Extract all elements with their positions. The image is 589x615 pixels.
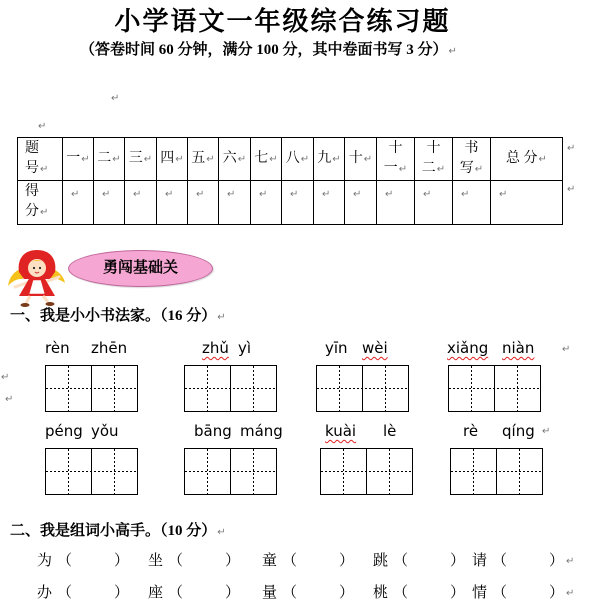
- bracket-close: ）: [225, 585, 241, 601]
- paragraph-mark: ↵: [175, 153, 184, 165]
- tianzige-guide-vertical: [207, 449, 208, 494]
- pinyin-syllable: kuài: [325, 422, 357, 440]
- bracket-close: ）: [549, 585, 565, 601]
- paragraph-mark: ↵: [461, 189, 470, 200]
- page-title: 小学语文一年级综合练习题: [114, 7, 451, 36]
- header-cell-text: 八: [285, 150, 300, 166]
- header-cell-text: 二: [421, 160, 436, 176]
- score-cell-11: [377, 181, 415, 225]
- score-cell-7: [251, 181, 282, 225]
- pinyin-syllable: xiǎng: [447, 339, 489, 357]
- word-char: 座: [148, 585, 164, 601]
- row-label-line: [25, 159, 62, 180]
- tianzige-guide-vertical: [68, 366, 69, 411]
- paragraph-mark: ↵: [5, 394, 14, 405]
- tianzige-guide-horizontal: [185, 388, 276, 389]
- header-cell-10: [345, 138, 377, 181]
- tianzige-guide-horizontal: [46, 388, 137, 389]
- header-cell-text: 三: [128, 150, 143, 166]
- bracket-open: （: [282, 585, 298, 601]
- header-cell-text: 六: [222, 150, 237, 166]
- pinyin-syllable: lè: [383, 422, 397, 440]
- paragraph-mark: ↵: [81, 153, 90, 165]
- word-char: 为: [37, 553, 53, 569]
- paragraph-mark: ↵: [111, 93, 120, 104]
- banner-label: 勇闯基础关: [102, 260, 178, 276]
- paragraph-mark: ↵: [499, 189, 508, 200]
- word-char: 请: [472, 553, 488, 569]
- paragraph-mark: ↵: [448, 46, 457, 57]
- header-cell-2: [94, 138, 125, 181]
- score-cell-6: [219, 181, 251, 225]
- pinyin-syllable: zhǔ: [202, 339, 229, 357]
- paragraph-mark: ↵: [436, 163, 446, 175]
- header-cell-9: [314, 138, 345, 181]
- pinyin-syllable: yīn: [325, 339, 348, 357]
- header-cell-1: [63, 138, 94, 181]
- score-cell-total: [491, 181, 563, 225]
- header-cell-handwriting: [453, 138, 491, 181]
- word-blank-group: [373, 551, 473, 571]
- banner-ellipse: [68, 250, 213, 287]
- paragraph-mark: ↵: [1, 372, 10, 383]
- paragraph-mark: ↵: [423, 189, 432, 200]
- header-cell-7: [251, 138, 282, 181]
- word-blank-group: [148, 551, 248, 571]
- paragraph-mark: ↵: [133, 189, 142, 200]
- score-table: [17, 137, 563, 225]
- header-cell-3: [125, 138, 157, 181]
- pinyin-syllable: bāng: [194, 422, 232, 440]
- score-cell-1: [63, 181, 94, 225]
- header-cell-text: 九: [317, 150, 332, 166]
- paragraph-mark: ↵: [206, 153, 215, 165]
- word-blank-group: [37, 551, 137, 571]
- tianzige-guide-vertical: [114, 449, 115, 494]
- exam-info-line: [80, 40, 457, 62]
- paragraph-mark: ↵: [385, 189, 394, 200]
- word-blank-group: [262, 583, 362, 603]
- bracket-close: ）: [450, 553, 466, 569]
- tianzige-pair: [316, 365, 409, 412]
- pinyin-syllable: máng: [240, 422, 283, 440]
- bracket-open: （: [57, 553, 73, 569]
- header-cell-text: 十: [348, 150, 363, 166]
- score-cell-5: [188, 181, 219, 225]
- tianzige-pair: [45, 365, 138, 412]
- pinyin-syllable: yǒu: [91, 422, 119, 440]
- header-cell-text: 写: [459, 160, 474, 176]
- section2-heading: [10, 521, 226, 543]
- score-table-header-row: [18, 138, 563, 181]
- paragraph-mark: ↵: [40, 207, 49, 218]
- pinyin-syllable: yì: [238, 339, 252, 357]
- bracket-close: ）: [114, 585, 130, 601]
- pinyin-syllable: niàn: [502, 339, 535, 357]
- score-cell-9: [314, 181, 345, 225]
- word-char: 跳: [373, 553, 389, 569]
- tianzige-guide-vertical: [114, 366, 115, 411]
- score-cell-8: [282, 181, 314, 225]
- header-cell-text: 五: [191, 150, 206, 166]
- bracket-open: （: [168, 585, 184, 601]
- paragraph-mark: ↵: [353, 189, 362, 200]
- cartoon-girl-illustration: [6, 248, 68, 308]
- row-label-text: 号: [25, 160, 39, 176]
- header-cell-line: 书: [464, 140, 479, 156]
- row-end-mark: ↵: [567, 143, 576, 154]
- tianzige-guide-vertical: [385, 366, 386, 411]
- paragraph-mark: ↵: [474, 163, 484, 175]
- bracket-close: ）: [450, 585, 466, 601]
- score-cell-handwriting: [453, 181, 491, 225]
- paragraph-mark: ↵: [566, 556, 575, 567]
- paragraph-mark: ↵: [259, 189, 268, 200]
- word-char: 量: [262, 585, 278, 601]
- tianzige-pair: [45, 448, 138, 495]
- tianzige-guide-vertical: [343, 449, 344, 494]
- word-blank-group: [373, 583, 473, 603]
- header-cell-4: [157, 138, 188, 181]
- tianzige-pair: [184, 448, 277, 495]
- bracket-open: （: [168, 553, 184, 569]
- paragraph-mark: ↵: [398, 163, 408, 175]
- tianzige-guide-horizontal: [46, 471, 137, 472]
- tianzige-guide-vertical: [473, 449, 474, 494]
- paragraph-mark: ↵: [217, 312, 226, 323]
- paragraph-mark: ↵: [217, 527, 226, 538]
- tianzige-guide-horizontal: [449, 388, 540, 389]
- word-char: 办: [37, 585, 53, 601]
- paragraph-mark: ↵: [112, 153, 121, 165]
- header-cell-line: 十: [426, 140, 441, 156]
- section1-heading-text: 一、我是小小书法家。（16 分）: [10, 308, 217, 324]
- bracket-open: （: [393, 585, 409, 601]
- row-label-text: 分: [25, 204, 39, 219]
- paragraph-mark: ↵: [562, 344, 571, 355]
- paragraph-mark: ↵: [300, 153, 310, 165]
- tianzige-guide-vertical: [207, 366, 208, 411]
- pinyin-syllable: rè: [463, 422, 479, 440]
- word-blank-group: [148, 583, 248, 603]
- paragraph-mark: ↵: [40, 163, 49, 175]
- paragraph-mark: ↵: [227, 189, 236, 200]
- score-table-score-row: [18, 181, 563, 225]
- tianzige-guide-vertical: [517, 366, 518, 411]
- pinyin-syllable: wèi: [362, 339, 388, 357]
- bracket-close: ）: [339, 553, 355, 569]
- word-blank-group: [472, 551, 575, 571]
- tianzige-guide-vertical: [471, 366, 472, 411]
- word-char: 童: [262, 553, 278, 569]
- tianzige-guide-vertical: [339, 366, 340, 411]
- pinyin-syllable: péng: [45, 422, 83, 440]
- paragraph-mark: ↵: [290, 189, 299, 200]
- row-end-mark: ↵: [567, 184, 576, 195]
- header-cell-5: [188, 138, 219, 181]
- tianzige-guide-vertical: [389, 449, 390, 494]
- paragraph-mark: ↵: [102, 189, 111, 200]
- score-cell-12: [415, 181, 453, 225]
- header-cell-line: [377, 159, 414, 180]
- header-cell-11: [377, 138, 415, 181]
- tianzige-guide-horizontal: [317, 388, 408, 389]
- word-blank-group: [37, 583, 137, 603]
- header-cell-line: [453, 159, 490, 180]
- row-label-question-number: [18, 138, 63, 181]
- score-cell-3: [125, 181, 157, 225]
- header-cell-12: [415, 138, 453, 181]
- bracket-close: ）: [339, 585, 355, 601]
- word-blank-group: [262, 551, 362, 571]
- row-label-score: [18, 181, 63, 225]
- word-char: 情: [472, 585, 488, 601]
- tianzige-guide-horizontal: [321, 471, 412, 472]
- tianzige-pair: [184, 365, 277, 412]
- pinyin-syllable: rèn: [45, 339, 70, 357]
- tianzige-pair: [450, 448, 543, 495]
- paragraph-mark: ↵: [363, 153, 373, 165]
- header-cell-text: 二: [97, 150, 112, 166]
- tianzige-guide-horizontal: [451, 471, 542, 472]
- word-char: 桃: [373, 585, 389, 601]
- paragraph-mark: ↵: [332, 153, 341, 165]
- header-cell-text: 一: [66, 150, 81, 166]
- bracket-open: （: [492, 585, 508, 601]
- bracket-open: （: [492, 553, 508, 569]
- row-label-line: 题: [25, 140, 39, 156]
- score-cell-2: [94, 181, 125, 225]
- word-blank-group: [472, 583, 575, 603]
- word-char: 坐: [148, 553, 164, 569]
- paragraph-mark: ↵: [322, 189, 331, 200]
- header-cell-text: 四: [160, 150, 175, 166]
- paragraph-mark: ↵: [71, 189, 80, 200]
- exam-info-text: （答卷时间 60 分钟，满分 100 分，其中卷面书写 3 分）: [80, 42, 448, 58]
- header-cell-text: 一: [383, 160, 398, 176]
- section1-heading: [10, 306, 226, 328]
- bracket-open: （: [282, 553, 298, 569]
- row-label-line: 得: [25, 184, 39, 199]
- paragraph-mark: ↵: [38, 121, 47, 132]
- header-cell-text: 总 分: [506, 150, 538, 166]
- score-cell-10: [345, 181, 377, 225]
- paragraph-mark: ↵: [542, 426, 551, 437]
- header-cell-6: [219, 138, 251, 181]
- paragraph-mark: ↵: [237, 153, 247, 165]
- paragraph-mark: ↵: [143, 153, 153, 165]
- bracket-close: ）: [549, 553, 565, 569]
- bracket-close: ）: [225, 553, 241, 569]
- paragraph-mark: ↵: [165, 189, 174, 200]
- header-cell-line: [415, 159, 452, 180]
- tianzige-guide-vertical: [253, 366, 254, 411]
- tianzige-guide-vertical: [253, 449, 254, 494]
- bracket-close: ）: [114, 553, 130, 569]
- paragraph-mark: ↵: [566, 588, 575, 599]
- tianzige-guide-horizontal: [185, 471, 276, 472]
- pinyin-syllable: zhēn: [91, 339, 128, 357]
- paragraph-mark: ↵: [269, 153, 278, 165]
- paragraph-mark: ↵: [196, 189, 205, 200]
- header-cell-text: 七: [254, 150, 269, 166]
- tianzige-pair: [448, 365, 541, 412]
- header-cell-line: 十: [388, 140, 403, 156]
- header-cell-total: [491, 138, 563, 181]
- score-cell-4: [157, 181, 188, 225]
- paragraph-mark: ↵: [538, 153, 547, 165]
- row-label-line: [25, 202, 62, 223]
- bracket-open: （: [57, 585, 73, 601]
- tianzige-pair: [320, 448, 413, 495]
- section2-heading-text: 二、我是组词小高手。（10 分）: [10, 523, 217, 539]
- tianzige-guide-vertical: [68, 449, 69, 494]
- pinyin-syllable: qíng: [502, 422, 535, 440]
- tianzige-guide-vertical: [519, 449, 520, 494]
- header-cell-8: [282, 138, 314, 181]
- bracket-open: （: [393, 553, 409, 569]
